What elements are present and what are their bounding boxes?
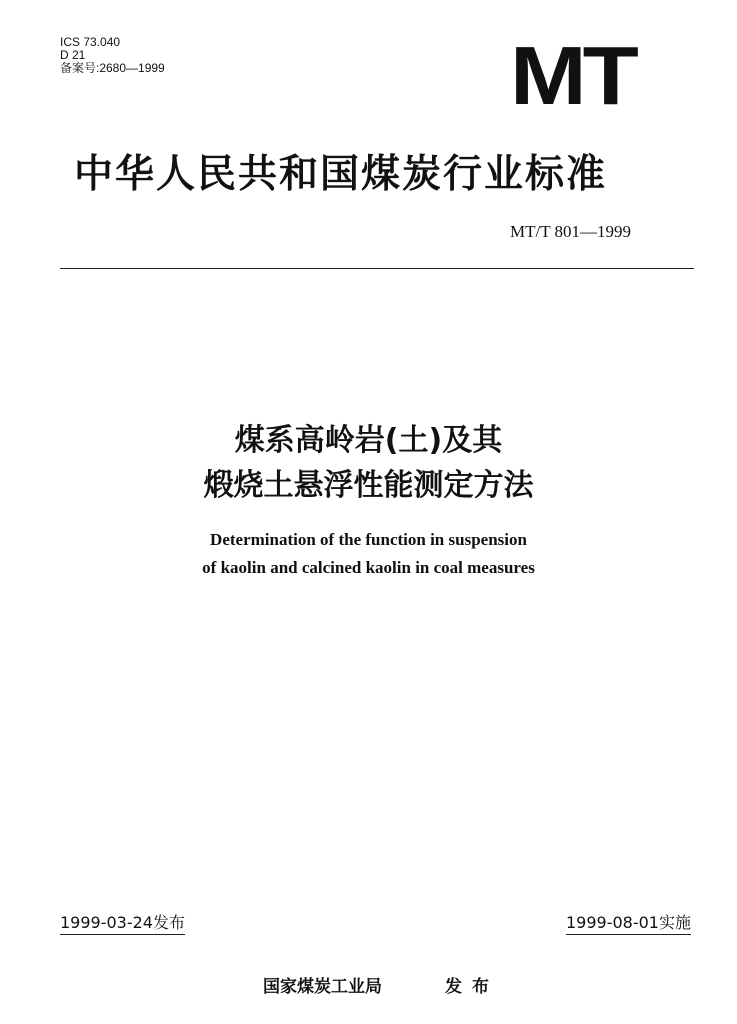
effective-date: 1999-08-01实施 (566, 910, 691, 935)
standard-title: 中华人民共和国煤炭行业标准 (74, 152, 608, 197)
document-title-en-line2: of kaolin and calcined kaolin in coal measures (202, 558, 535, 577)
document-title-cn-line2: 煅烧土悬浮性能测定方法 (203, 468, 534, 503)
issuing-authority: 国家煤炭工业局 (263, 977, 382, 997)
header-divider (60, 268, 694, 269)
ics-code: ICS 73.040 (60, 35, 121, 49)
issue-label: 发布 (445, 977, 499, 997)
document-title-en-line1: Determination of the function in suspension (210, 530, 527, 549)
issue-date: 1999-03-24发布 (60, 910, 185, 935)
filing-number: 备案号:2680—1999 (60, 61, 165, 75)
document-metadata (60, 36, 165, 75)
ccs-code: D 21 (60, 48, 86, 62)
standard-code: MT/T 801—1999 (510, 222, 632, 241)
document-title-cn-line1: 煤系高岭岩(土)及其 (234, 423, 503, 458)
mt-logo: MT (510, 30, 635, 122)
